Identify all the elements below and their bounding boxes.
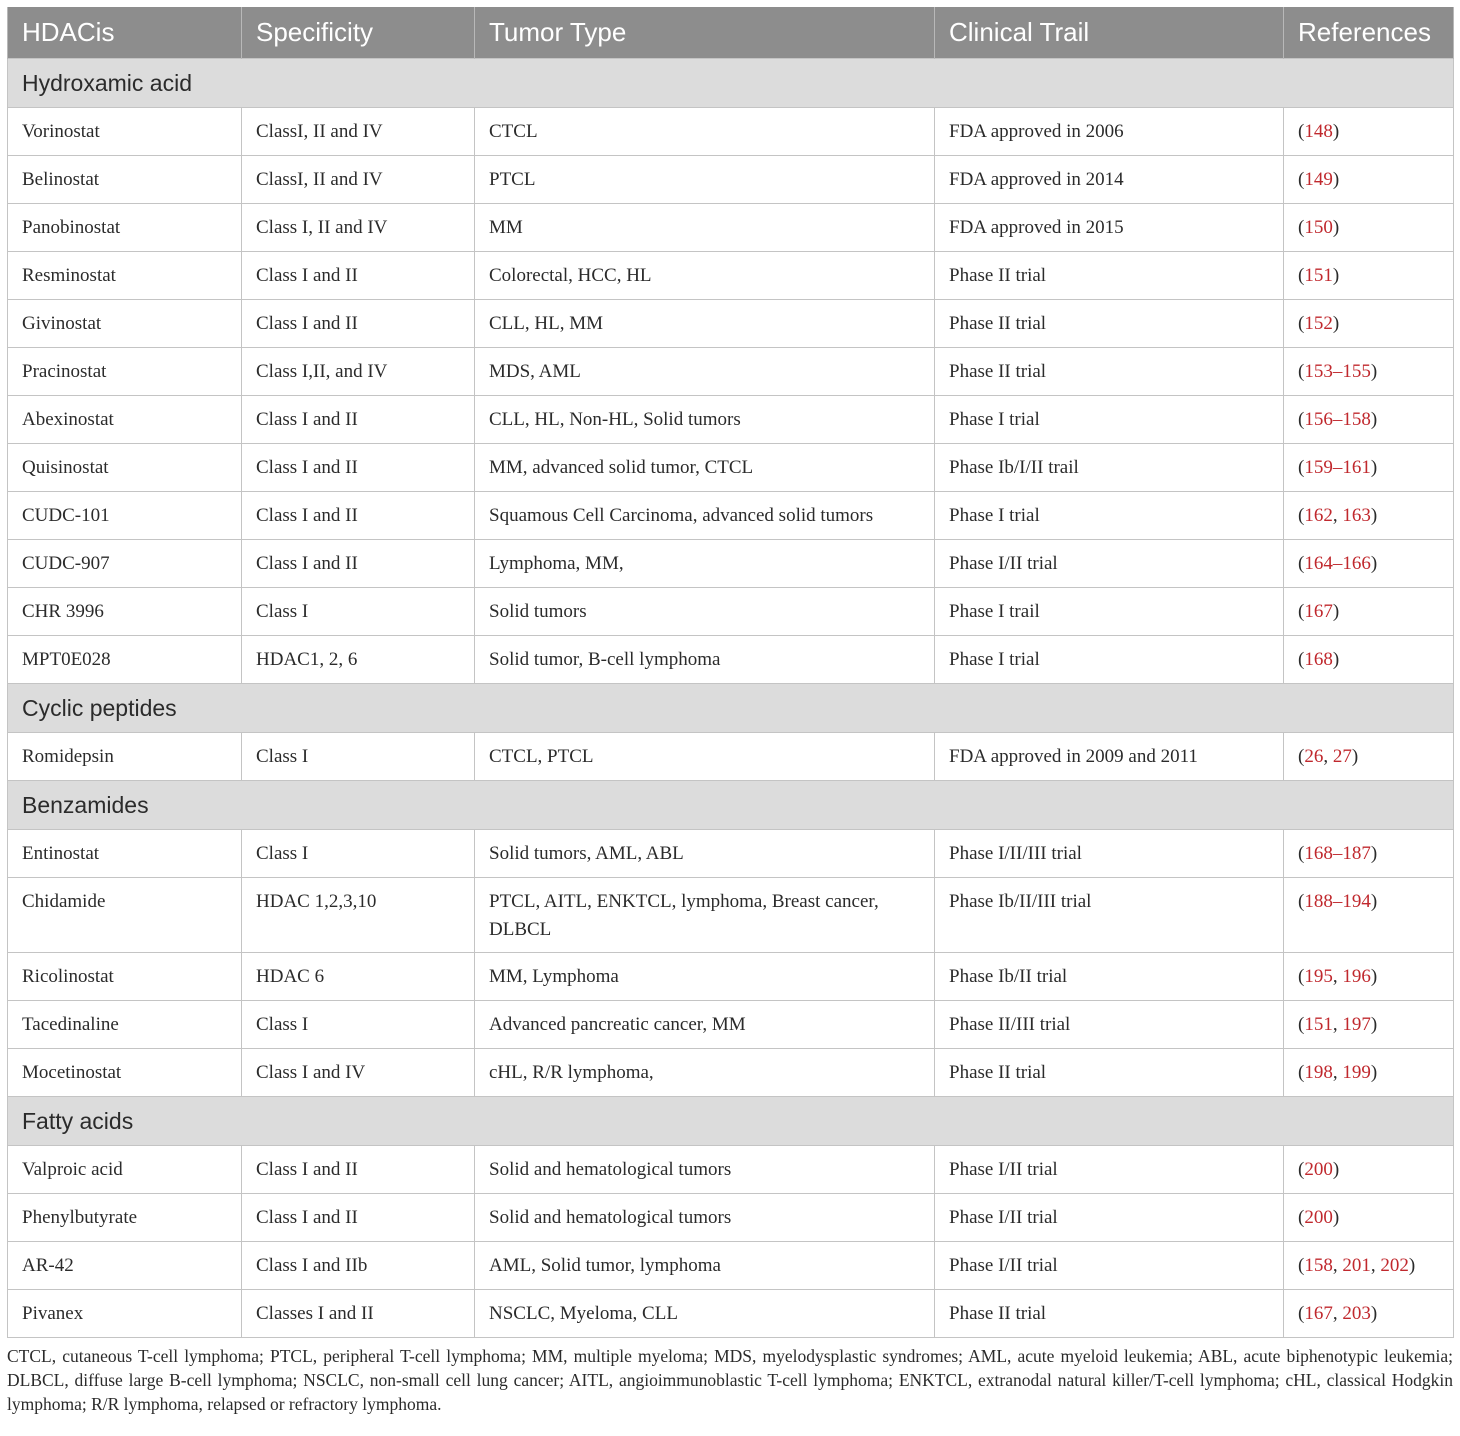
table-row xyxy=(8,444,1454,492)
cell-references: (200) xyxy=(1284,1194,1454,1242)
cell-references: (200) xyxy=(1284,1146,1454,1194)
cell-tumor-type: Solid tumors xyxy=(475,588,935,636)
reference-separator: – xyxy=(1332,408,1343,430)
cell-specificity: Class I xyxy=(242,830,475,878)
cell-clinical-trial: Phase I trial xyxy=(935,492,1284,540)
table-row xyxy=(8,540,1454,588)
cell-references: (162, 163) xyxy=(1284,492,1454,540)
cell-hdaci-name: Abexinostat xyxy=(8,396,242,444)
cell-specificity: HDAC1, 2, 6 xyxy=(242,636,475,684)
reference-link[interactable]: 158 xyxy=(1342,408,1371,430)
cell-tumor-type: Solid and hematological tumors xyxy=(475,1146,935,1194)
reference-link[interactable]: 159 xyxy=(1304,456,1333,478)
cell-specificity: Class I and II xyxy=(242,492,475,540)
section-row xyxy=(8,1097,1454,1146)
table-row xyxy=(8,396,1454,444)
cell-references: (167, 203) xyxy=(1284,1290,1454,1338)
reference-separator: – xyxy=(1332,360,1343,382)
cell-references: (158, 201, 202) xyxy=(1284,1242,1454,1290)
reference-link[interactable]: 150 xyxy=(1304,216,1333,238)
table-row xyxy=(8,348,1454,396)
table-page xyxy=(7,7,1453,1416)
reference-link[interactable]: 194 xyxy=(1342,891,1371,912)
cell-specificity: Class I and II xyxy=(242,540,475,588)
cell-tumor-type: MM xyxy=(475,204,935,252)
cell-references: (150) xyxy=(1284,204,1454,252)
cell-references: (153–155) xyxy=(1284,348,1454,396)
reference-separator: – xyxy=(1332,891,1343,912)
table-footnote: CTCL, cutaneous T-cell lymphoma; PTCL, peripheral T-cell lymphoma; MM, multiple myeloma; MDS, myelodysplastic syndromes; AML, acute myeloid leukemia; ABL, acute biphenotypic leukemia; DLBCL, diffuse large B-cell lymphoma; NSCLC, non-small cell lung cancer; AITL, angioimmunoblastic T-cell lymphoma; ENKTCL, extranodal natural killer/T-cell lymphoma; cHL, classical Hodgkin lymphoma; R/R lymphoma, relapsed or refractory lymphoma. xyxy=(7,1346,1453,1414)
cell-hdaci-name: CHR 3996 xyxy=(8,588,242,636)
cell-tumor-type: Squamous Cell Carcinoma, advanced solid tumors xyxy=(475,492,935,540)
cell-clinical-trial: Phase Ib/I/II trail xyxy=(935,444,1284,492)
cell-references: (168–187) xyxy=(1284,830,1454,878)
cell-hdaci-name: Resminostat xyxy=(8,252,242,300)
cell-tumor-type: MM, Lymphoma xyxy=(475,953,935,1001)
table-row xyxy=(8,878,1454,953)
reference-separator: – xyxy=(1332,842,1343,864)
section-title: Fatty acids xyxy=(8,1097,1454,1146)
cell-hdaci-name: Pracinostat xyxy=(8,348,242,396)
cell-references: (152) xyxy=(1284,300,1454,348)
table-body xyxy=(8,59,1454,1338)
reference-link[interactable]: 155 xyxy=(1342,360,1371,382)
cell-hdaci-name: CUDC-907 xyxy=(8,540,242,588)
reference-link[interactable]: 161 xyxy=(1342,456,1371,478)
table-row xyxy=(8,1290,1454,1338)
reference-separator: – xyxy=(1332,456,1343,478)
reference-separator: , xyxy=(1370,1254,1381,1276)
reference-link[interactable]: 196 xyxy=(1342,965,1371,987)
cell-references: (168) xyxy=(1284,636,1454,684)
cell-tumor-type: cHL, R/R lymphoma, xyxy=(475,1049,935,1097)
reference-separator: – xyxy=(1332,552,1343,574)
cell-hdaci-name: Panobinostat xyxy=(8,204,242,252)
cell-hdaci-name: Mocetinostat xyxy=(8,1049,242,1097)
reference-link[interactable]: 153 xyxy=(1304,360,1333,382)
cell-clinical-trial: Phase Ib/II/III trial xyxy=(935,878,1284,953)
table-row xyxy=(8,830,1454,878)
cell-clinical-trial: FDA approved in 2014 xyxy=(935,156,1284,204)
header-clinical-trial: Clinical Trail xyxy=(935,7,1284,59)
header-row xyxy=(8,7,1454,59)
cell-hdaci-name: Ricolinostat xyxy=(8,953,242,1001)
table-row xyxy=(8,252,1454,300)
cell-specificity: Class I and IV xyxy=(242,1049,475,1097)
cell-clinical-trial: Phase I trial xyxy=(935,396,1284,444)
reference-link[interactable]: 148 xyxy=(1304,120,1333,142)
reference-link[interactable]: 26 xyxy=(1304,745,1324,767)
cell-references: (198, 199) xyxy=(1284,1049,1454,1097)
cell-tumor-type: Colorectal, HCC, HL xyxy=(475,252,935,300)
section-title: Hydroxamic acid xyxy=(8,59,1454,108)
reference-link[interactable]: 200 xyxy=(1304,1158,1333,1180)
cell-tumor-type: MDS, AML xyxy=(475,348,935,396)
reference-link[interactable]: 152 xyxy=(1304,312,1333,334)
reference-link[interactable]: 188 xyxy=(1304,891,1333,912)
cell-references: (26, 27) xyxy=(1284,733,1454,781)
cell-clinical-trial: Phase Ib/II trial xyxy=(935,953,1284,1001)
cell-references: (151, 197) xyxy=(1284,1001,1454,1049)
cell-specificity: HDAC 6 xyxy=(242,953,475,1001)
section-row xyxy=(8,684,1454,733)
cell-hdaci-name: MPT0E028 xyxy=(8,636,242,684)
cell-specificity: ClassI, II and IV xyxy=(242,156,475,204)
reference-link[interactable]: 168 xyxy=(1304,842,1333,864)
cell-tumor-type: CTCL, PTCL xyxy=(475,733,935,781)
reference-link[interactable]: 163 xyxy=(1342,504,1371,526)
hdac-inhibitors-table xyxy=(7,7,1454,1338)
cell-hdaci-name: Quisinostat xyxy=(8,444,242,492)
cell-references: (156–158) xyxy=(1284,396,1454,444)
cell-clinical-trial: Phase I/II/III trial xyxy=(935,830,1284,878)
reference-link[interactable]: 201 xyxy=(1342,1254,1371,1276)
cell-clinical-trial: Phase I trial xyxy=(935,636,1284,684)
cell-hdaci-name: Givinostat xyxy=(8,300,242,348)
cell-clinical-trial: Phase I/II trial xyxy=(935,1194,1284,1242)
cell-hdaci-name: CUDC-101 xyxy=(8,492,242,540)
cell-hdaci-name: Tacedinaline xyxy=(8,1001,242,1049)
cell-hdaci-name: Belinostat xyxy=(8,156,242,204)
cell-specificity: Class I and II xyxy=(242,1194,475,1242)
reference-link[interactable]: 27 xyxy=(1332,745,1352,767)
cell-specificity: Class I xyxy=(242,588,475,636)
cell-hdaci-name: Pivanex xyxy=(8,1290,242,1338)
table-row xyxy=(8,1146,1454,1194)
table-row xyxy=(8,953,1454,1001)
table-row xyxy=(8,300,1454,348)
cell-specificity: Class I and II xyxy=(242,444,475,492)
cell-clinical-trial: Phase II trial xyxy=(935,1290,1284,1338)
cell-hdaci-name: Valproic acid xyxy=(8,1146,242,1194)
reference-link[interactable]: 203 xyxy=(1342,1302,1371,1324)
cell-clinical-trial: FDA approved in 2009 and 2011 xyxy=(935,733,1284,781)
cell-specificity: Class I xyxy=(242,1001,475,1049)
reference-link[interactable]: 151 xyxy=(1304,264,1333,286)
cell-tumor-type: CLL, HL, Non-HL, Solid tumors xyxy=(475,396,935,444)
cell-clinical-trial: Phase I trail xyxy=(935,588,1284,636)
cell-hdaci-name: Chidamide xyxy=(8,878,242,953)
cell-tumor-type: PTCL xyxy=(475,156,935,204)
section-row xyxy=(8,781,1454,830)
cell-clinical-trial: FDA approved in 2006 xyxy=(935,108,1284,156)
reference-separator: , xyxy=(1332,504,1343,526)
table-row xyxy=(8,588,1454,636)
cell-tumor-type: MM, advanced solid tumor, CTCL xyxy=(475,444,935,492)
section-title: Benzamides xyxy=(8,781,1454,830)
table-row xyxy=(8,156,1454,204)
reference-link[interactable]: 162 xyxy=(1304,504,1333,526)
table-row xyxy=(8,204,1454,252)
reference-link[interactable]: 149 xyxy=(1304,168,1333,190)
section-row xyxy=(8,59,1454,108)
table-row xyxy=(8,1001,1454,1049)
header-references: References xyxy=(1284,7,1454,59)
cell-references: (159–161) xyxy=(1284,444,1454,492)
cell-specificity: Class I and II xyxy=(242,252,475,300)
section-title: Cyclic peptides xyxy=(8,684,1454,733)
cell-clinical-trial: Phase II trial xyxy=(935,300,1284,348)
reference-separator: , xyxy=(1323,745,1333,767)
cell-specificity: Class I and II xyxy=(242,396,475,444)
reference-separator: , xyxy=(1332,965,1343,987)
cell-hdaci-name: Vorinostat xyxy=(8,108,242,156)
reference-link[interactable]: 167 xyxy=(1304,1302,1333,1324)
reference-link[interactable]: 187 xyxy=(1342,842,1371,864)
cell-specificity: Class I and IIb xyxy=(242,1242,475,1290)
reference-link[interactable]: 202 xyxy=(1380,1254,1409,1276)
cell-tumor-type: Solid and hematological tumors xyxy=(475,1194,935,1242)
reference-link[interactable]: 198 xyxy=(1304,1061,1333,1083)
reference-link[interactable]: 156 xyxy=(1304,408,1333,430)
cell-clinical-trial: Phase II trial xyxy=(935,348,1284,396)
cell-references: (148) xyxy=(1284,108,1454,156)
reference-link[interactable]: 200 xyxy=(1304,1206,1333,1228)
table-row xyxy=(8,1049,1454,1097)
table-row xyxy=(8,492,1454,540)
reference-separator: , xyxy=(1332,1254,1343,1276)
reference-separator: , xyxy=(1332,1302,1343,1324)
cell-tumor-type: Solid tumor, B-cell lymphoma xyxy=(475,636,935,684)
cell-specificity: ClassI, II and IV xyxy=(242,108,475,156)
header-specificity: Specificity xyxy=(242,7,475,59)
reference-link[interactable]: 166 xyxy=(1342,552,1371,574)
cell-clinical-trial: Phase I/II trial xyxy=(935,540,1284,588)
cell-hdaci-name: AR-42 xyxy=(8,1242,242,1290)
cell-specificity: Class I, II and IV xyxy=(242,204,475,252)
cell-references: (151) xyxy=(1284,252,1454,300)
table-row xyxy=(8,108,1454,156)
cell-specificity: Class I and II xyxy=(242,300,475,348)
cell-specificity: HDAC 1,2,3,10 xyxy=(242,878,475,953)
cell-clinical-trial: FDA approved in 2015 xyxy=(935,204,1284,252)
cell-tumor-type: NSCLC, Myeloma, CLL xyxy=(475,1290,935,1338)
header-tumor-type: Tumor Type xyxy=(475,7,935,59)
cell-tumor-type: AML, Solid tumor, lymphoma xyxy=(475,1242,935,1290)
cell-tumor-type: CLL, HL, MM xyxy=(475,300,935,348)
cell-specificity: Classes I and II xyxy=(242,1290,475,1338)
cell-tumor-type: CTCL xyxy=(475,108,935,156)
cell-clinical-trial: Phase II/III trial xyxy=(935,1001,1284,1049)
table-row xyxy=(8,1194,1454,1242)
cell-clinical-trial: Phase II trial xyxy=(935,252,1284,300)
cell-references: (167) xyxy=(1284,588,1454,636)
cell-hdaci-name: Romidepsin xyxy=(8,733,242,781)
table-header xyxy=(8,7,1454,59)
cell-tumor-type: Lymphoma, MM, xyxy=(475,540,935,588)
reference-link[interactable]: 158 xyxy=(1304,1254,1333,1276)
reference-link[interactable]: 151 xyxy=(1304,1013,1333,1035)
reference-link[interactable]: 168 xyxy=(1304,648,1333,670)
header-hdacis: HDACis xyxy=(8,7,242,59)
cell-specificity: Class I and II xyxy=(242,1146,475,1194)
cell-clinical-trial: Phase I/II trial xyxy=(935,1242,1284,1290)
reference-separator: , xyxy=(1332,1013,1343,1035)
cell-tumor-type: PTCL, AITL, ENKTCL, lymphoma, Breast cancer, DLBCL xyxy=(475,878,935,953)
cell-references: (164–166) xyxy=(1284,540,1454,588)
reference-link[interactable]: 164 xyxy=(1304,552,1333,574)
cell-specificity: Class I xyxy=(242,733,475,781)
reference-link[interactable]: 197 xyxy=(1342,1013,1371,1035)
cell-clinical-trial: Phase I/II trial xyxy=(935,1146,1284,1194)
cell-tumor-type: Solid tumors, AML, ABL xyxy=(475,830,935,878)
table-row xyxy=(8,1242,1454,1290)
cell-references: (188–194) xyxy=(1284,878,1454,953)
reference-link[interactable]: 195 xyxy=(1304,965,1333,987)
cell-tumor-type: Advanced pancreatic cancer, MM xyxy=(475,1001,935,1049)
cell-clinical-trial: Phase II trial xyxy=(935,1049,1284,1097)
table-row xyxy=(8,733,1454,781)
reference-link[interactable]: 199 xyxy=(1342,1061,1371,1083)
cell-hdaci-name: Entinostat xyxy=(8,830,242,878)
cell-references: (195, 196) xyxy=(1284,953,1454,1001)
cell-hdaci-name: Phenylbutyrate xyxy=(8,1194,242,1242)
cell-specificity: Class I,II, and IV xyxy=(242,348,475,396)
cell-references: (149) xyxy=(1284,156,1454,204)
reference-separator: , xyxy=(1332,1061,1343,1083)
table-row xyxy=(8,636,1454,684)
reference-link[interactable]: 167 xyxy=(1304,600,1333,622)
